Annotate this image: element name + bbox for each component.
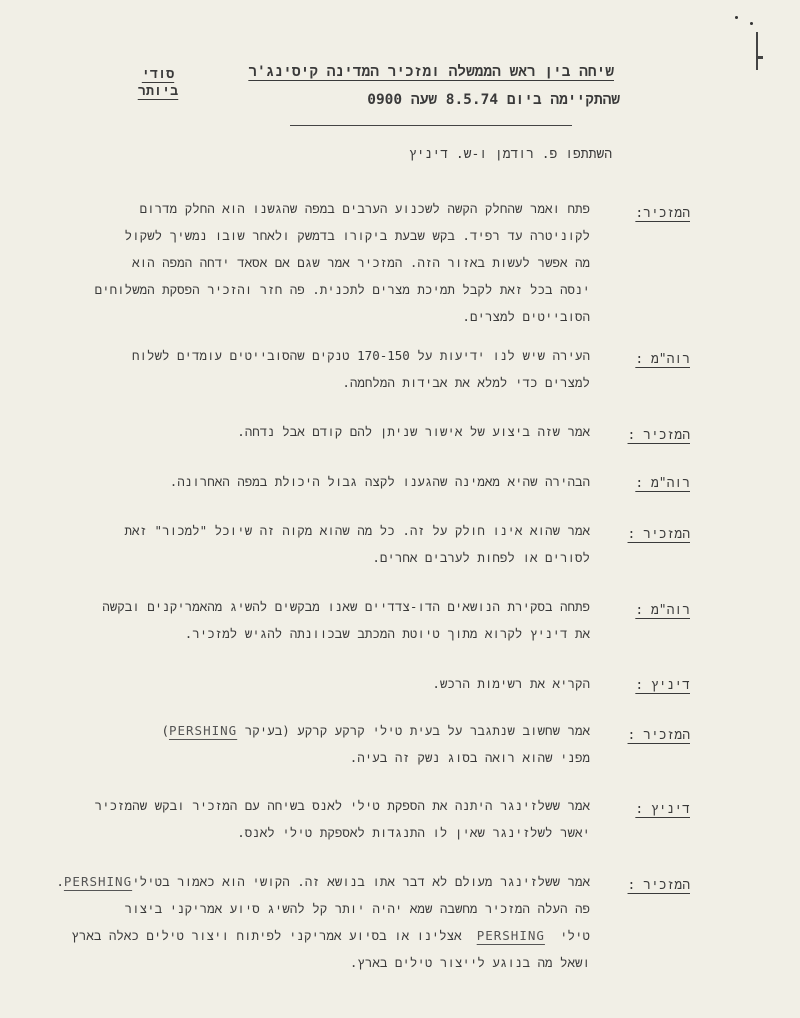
speech-line: למצרים כדי למלא את אבידות המלחמה. xyxy=(342,375,590,390)
weapon-name: PERSHING xyxy=(63,874,133,889)
speech-line xyxy=(90,717,590,744)
speech-text xyxy=(90,593,590,647)
speech-line: העירה שיש לנו ידיעות על 170-150 טנקים שהסובייטים עומדים לשלוח xyxy=(132,348,590,363)
speech-line: את דיניץ לקרוא מתוך טיוטת המכתב שבכוונתה להגיש למזכיר. xyxy=(184,626,590,641)
speech-line: יאשר לשלזינגר שאין לו התנגדות לאספקת טילי לאנס. xyxy=(237,825,590,840)
scan-mark xyxy=(757,56,763,59)
speech-text xyxy=(90,342,590,396)
speaker-label: המזכיר : xyxy=(627,527,690,542)
scan-speck xyxy=(750,22,753,25)
speaker-label: המזכיר : xyxy=(627,728,690,743)
speech-line: הסובייטים למצרים. xyxy=(462,309,590,324)
header-divider xyxy=(290,125,572,126)
speech-text xyxy=(90,468,590,495)
speech-line: לקוניטרה עד רפיד. בקש שבעת ביקורו בדמשק ולאחר שובו נמשיך לשקול xyxy=(124,228,590,243)
speech-fragment: אצלינו או בסיוע אמריקני לפיתוח ויצור טילים כאלה בארץ xyxy=(71,928,462,943)
speech-line: פתחה בסקירת הנושאים הדו-צדדיים שאנו מבקשים להשיג מהאמריקנים ובקשה xyxy=(102,599,590,614)
speech-text xyxy=(90,517,590,571)
speech-line: הבהירה שהיא מאמינה שהגענו לקצה גבול היכולת במפה האחרונה. xyxy=(169,474,590,489)
speech-text xyxy=(90,670,590,697)
speech-line: פה העלה המזכיר מחשבה שמא יהיה יותר קל להשיג סיוע אמריקני ביצור xyxy=(124,901,590,916)
speech-text xyxy=(90,195,590,330)
speaker-label: רוה"מ : xyxy=(635,476,690,491)
speech-text xyxy=(30,868,590,976)
speech-line: מה אפשר לעשות באזור הזה. המזכיר אמר שגם אם אסאד ידחה המפה הוא xyxy=(132,255,590,270)
speech-line: אמר ששלזינגר היתנה את הספקת טילי לאנס בשיחה עם המזכיר ובקש שהמזכיר xyxy=(94,798,590,813)
speech-fragment: אמר ששלזינגר מעולם לא דבר אתו בנושא זה. הקושי הוא כאמור בטילי xyxy=(132,874,590,889)
speech-line: פתח ואמר שהחלק הקשה לשכנוע הערבים במפה שהגשנו הוא החלק מדרום xyxy=(139,201,590,216)
speech-line: ינסה בכל זאת לקבל תמיכת מצרים לתכנית. פה חזר והזכיר הפסקת המשלוחים xyxy=(94,282,590,297)
weapon-name: PERSHING xyxy=(476,928,545,943)
speaker-label: רוה"מ : xyxy=(635,603,690,618)
speech-line: הקריא את רשימות הרכש. xyxy=(432,676,590,691)
speaker-label: המזכיר : xyxy=(627,428,690,443)
speaker-label: המזכיר: xyxy=(635,206,690,221)
speech-line: ושאל מה בנוגע לייצור טילים בארץ. xyxy=(349,955,590,970)
speech-line: אמר שהוא אינו חולק על זה. כל מה שהוא מקוה זה שיוכל "למכור" זאת xyxy=(124,523,590,538)
classification-label: סודי ביותר xyxy=(137,66,179,99)
speech-line xyxy=(30,868,590,895)
speech-fragment: טילי xyxy=(559,928,590,943)
speech-fragment: . xyxy=(56,874,64,889)
speech-line: מפני שהוא רואה בסוג נשק זה בעיה. xyxy=(349,750,590,765)
speaker-label: דיניץ : xyxy=(635,678,690,693)
participants-note: השתתפו פ. רודמן ו-ש. דיניץ xyxy=(408,147,612,162)
speech-line: אמר שזה ביצוע של אישור שניתן להם קודם אבל נדחה. xyxy=(237,424,590,439)
speech-text xyxy=(90,717,590,771)
speech-fragment: אמר שחשוב שנתגבר על בעית טילי קרקע קרקע (בעיקר xyxy=(244,723,590,738)
speech-text xyxy=(90,792,590,846)
speech-fragment: ) xyxy=(161,723,169,738)
scan-speck xyxy=(735,16,738,19)
speech-line: לסורים או לפחות לערבים אחרים. xyxy=(372,550,590,565)
speaker-label: דיניץ : xyxy=(635,802,690,817)
scan-mark xyxy=(756,32,758,70)
document-date-line: שהתקיימה ביום 8.5.74 שעה 0900 xyxy=(367,92,620,108)
weapon-name: PERSHING xyxy=(168,723,238,738)
speech-line xyxy=(30,922,590,949)
speaker-label: המזכיר : xyxy=(627,878,690,893)
document-title: שיחה בין ראש הממשלה ומזכיר המדינה קיסינג'ר xyxy=(248,64,614,80)
speech-text xyxy=(90,418,590,445)
speaker-label: רוה"מ : xyxy=(635,352,690,367)
